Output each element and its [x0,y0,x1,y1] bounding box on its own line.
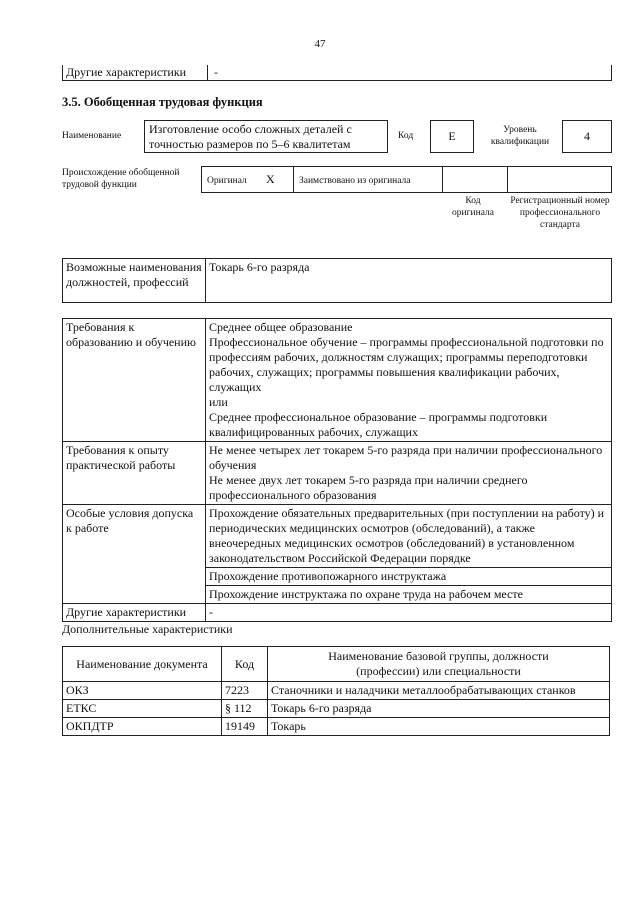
additional-table [62,646,610,736]
additional-cell: § 112 [222,700,268,718]
additional-cell: Токарь 6-го разряда [268,700,610,718]
req-admission-label: Особые условия допуска к работе [63,505,206,604]
positions-label: Возможные наименования должностей, профессий [63,259,206,303]
origin-reg-caption: Регистрационный номер профессионального стандарта [510,196,610,230]
additional-cell: Токарь [268,718,610,736]
req-admission-line: Прохождение противопожарного инструктажа [206,568,612,586]
req-education-label: Требования к образованию и обучению [63,319,206,442]
req-education-line: Профессиональное обучение – программы профессиональной подготовки по профессиям рабочих, должностям служащих; программы переподготовки рабочих, служащих; программы повышения квалификации рабочих, служащих [209,335,604,394]
page-number: 47 [314,38,326,50]
additional-title: Дополнительные характеристики [62,622,233,636]
additional-cell: Станочники и наладчики металлообрабатывающих станков [268,682,610,700]
additional-header: Наименование документа [63,647,222,682]
req-experience-label: Требования к опыту практической работы [63,442,206,505]
req-admission-line: Прохождение обязательных предварительных (при поступлении на работу) и периодических медицинских осмотров (обследований), а также внеочередных медицинских осмотров (обследований) в установленном законодательством Российской Федерации порядке [206,505,612,568]
req-other-value: - [206,604,612,622]
function-code-label: Код [398,131,414,141]
req-experience-text [206,442,612,505]
function-name-value: Изготовление особо сложных деталей с точностью размеров по 5–6 квалитетам [144,120,388,153]
positions-table [62,258,612,303]
additional-header: Наименование базовой группы, должности (профессии) или специальности [268,647,610,682]
req-other-label: Другие характеристики [63,604,206,622]
positions-value: Токарь 6-го разряда [206,259,612,303]
additional-cell: ЕТКС [63,700,222,718]
req-education-line: Среднее общее образование [209,320,353,334]
section-title: 3.5. Обобщенная трудовая функция [62,95,263,109]
function-name-label: Наименование [62,131,122,141]
req-education-line: или [209,395,228,409]
req-experience-line: Не менее четырех лет токарем 5-го разряда при наличии профессионального обучения [209,443,603,472]
origin-original-label: Оригинал [207,176,247,186]
origin-original-mark: X [266,172,275,186]
req-education-line: Среднее профессиональное образование – программы подготовки квалифицированных рабочих, служащих [209,410,548,439]
function-code-value: E [430,120,474,153]
top-row-value: - [214,65,218,79]
qualification-level-value: 4 [562,120,612,153]
requirements-table [62,318,612,622]
additional-header: Код [222,647,268,682]
top-row-label: Другие характеристики [66,65,187,79]
additional-cell: 19149 [222,718,268,736]
additional-cell: ОКПДТР [63,718,222,736]
origin-code-caption: Код оригинала [452,196,494,218]
additional-cell: 7223 [222,682,268,700]
origin-borrowed-label: Заимствовано из оригинала [299,176,411,186]
req-admission-line: Прохождение инструктажа по охране труда на рабочем месте [206,586,612,604]
origin-label: Происхождение обобщенной трудовой функции [62,168,180,190]
top-row [62,65,612,81]
req-experience-line: Не менее двух лет токарем 5-го разряда при наличии среднего профессионального образования [209,473,528,502]
qualification-level-label: Уровень квалификации [490,125,550,147]
req-education-text [206,319,612,442]
origin-row [201,166,612,193]
additional-cell: ОКЗ [63,682,222,700]
